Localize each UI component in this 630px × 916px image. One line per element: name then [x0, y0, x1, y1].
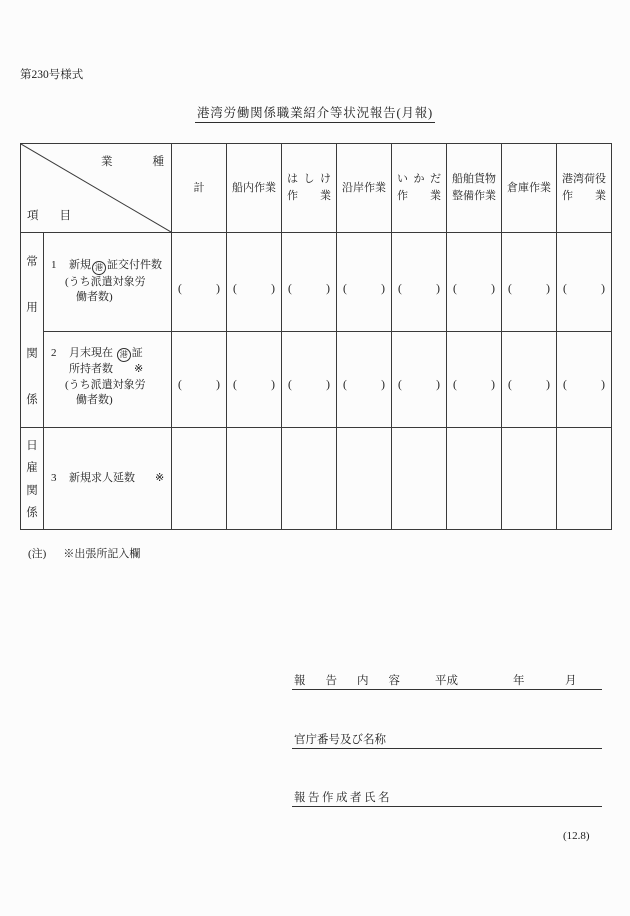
cell-r3-barge — [282, 428, 337, 530]
cell-r1-warehouse: ( ) — [502, 233, 557, 332]
branch-office-mark: ※ — [134, 363, 144, 375]
cell-r2-raft: ( ) — [392, 331, 447, 428]
cell-r1-handling: ( ) — [557, 233, 612, 332]
side-label-regular-employment: 常 用 関 係 — [21, 233, 44, 428]
circled-port-icon: 港 — [92, 261, 106, 275]
column-header-onboard-work: 船内作業 — [227, 144, 282, 233]
cell-r3-coastal — [337, 428, 392, 530]
footnote-text: ※出張所記入欄 — [63, 548, 141, 560]
cell-r3-raft — [392, 428, 447, 530]
footnote — [28, 545, 140, 561]
report-author-label: 報告作成者氏名 — [294, 792, 392, 804]
page-title — [0, 103, 630, 121]
report-author-line — [292, 789, 602, 807]
column-header-coastal-work: 沿岸作業 — [337, 144, 392, 233]
page-title-text: 港湾労働関係職業紹介等状況報告(月報) — [195, 106, 435, 123]
agency-number-name-line — [292, 731, 602, 749]
column-header-raft-work: い か だ 作 業 — [392, 144, 447, 233]
cell-r1-coastal: ( ) — [337, 233, 392, 332]
report-content-label: 報告内容 — [294, 675, 420, 687]
month-label: 月 — [565, 675, 577, 687]
cell-r1-barge: ( ) — [282, 233, 337, 332]
column-header-port-cargo-handling-work: 港湾荷役 作 業 — [557, 144, 612, 233]
cell-r1-total: ( ) — [172, 233, 227, 332]
cell-r2-warehouse: ( ) — [502, 331, 557, 428]
era-label: 平成 — [435, 675, 458, 687]
cell-r2-handling: ( ) — [557, 331, 612, 428]
cell-r3-handling — [557, 428, 612, 530]
cell-r2-coastal: ( ) — [337, 331, 392, 428]
row2-label-certificate-holders-end-of-month: 2 月末現在 港 証 所持者数 ※ (うち派遣対象労 働者数) — [44, 331, 172, 428]
cell-r3-maintenance — [447, 428, 502, 530]
cell-r1-maintenance: ( ) — [447, 233, 502, 332]
cell-r3-warehouse — [502, 428, 557, 530]
column-header-ship-cargo-maintenance-work: 船舶貨物 整備作業 — [447, 144, 502, 233]
agency-number-name-label: 官庁番号及び名称 — [294, 734, 386, 746]
branch-office-mark: ※ — [155, 471, 165, 484]
column-header-barge-work: は し け 作 業 — [282, 144, 337, 233]
corner-label-item: 項 目 — [27, 210, 71, 222]
cell-r2-total: ( ) — [172, 331, 227, 428]
report-content-line — [292, 672, 602, 690]
column-header-total: 計 — [172, 144, 227, 233]
cell-r3-onboard — [227, 428, 282, 530]
cell-r1-raft: ( ) — [392, 233, 447, 332]
cell-r2-onboard: ( ) — [227, 331, 282, 428]
year-label: 年 — [513, 675, 525, 687]
form-number: 第230号様式 — [20, 69, 84, 81]
report-table — [20, 143, 612, 530]
cell-r3-total — [172, 428, 227, 530]
footnote-prefix: (注) — [28, 548, 47, 560]
corner-cell — [21, 144, 172, 233]
corner-label-industry: 業 種 — [101, 156, 164, 168]
cell-r2-barge: ( ) — [282, 331, 337, 428]
side-label-daily-employment: 日 雇 関 係 — [21, 428, 44, 530]
cell-r1-onboard: ( ) — [227, 233, 282, 332]
column-header-warehouse-work: 倉庫作業 — [502, 144, 557, 233]
circled-port-icon: 港 — [117, 348, 131, 362]
cell-r2-maintenance: ( ) — [447, 331, 502, 428]
row3-label-new-job-offers: 3 新規求人延数 ※ — [44, 428, 172, 530]
row1-label-new-certificate-issued: 1 新規 港 証交付件数 (うち派遣対象労 働者数) — [44, 233, 172, 332]
form-version: (12.8) — [563, 830, 590, 842]
